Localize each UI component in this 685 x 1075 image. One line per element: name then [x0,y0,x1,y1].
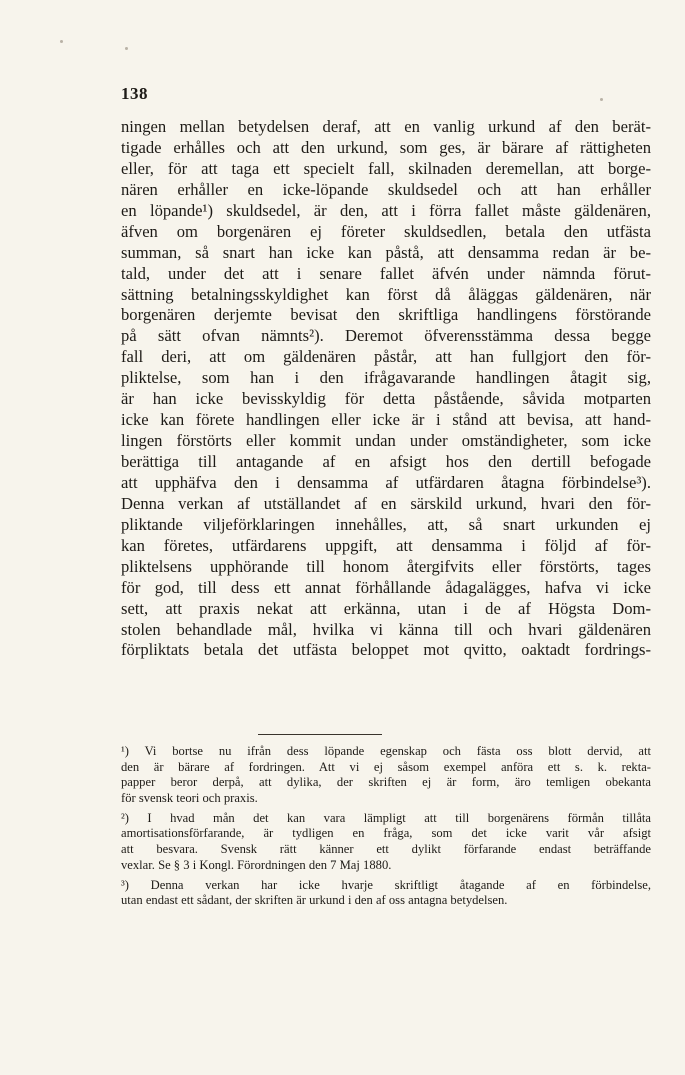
footnote-line: vexlar. Se § 3 i Kongl. Förordningen den 7 Maj 1880. [121,857,392,872]
main-text [121,117,651,661]
text-line: för god, till dess ett annat förhållande ådagalägges, hafva vi icke [121,577,651,597]
text-line: en löpande¹) skuldsedel, är den, att i förra fallet måste gäldenären, [121,200,651,220]
text-line: pliktelse, som han i den ifrågavarande handlingen åtagit sig, [121,368,651,388]
text-line: äfven om borgenären ej företer skuldsedlen, betala den utfästa [121,221,651,241]
paper-speck [125,47,128,50]
text-line: att upphäfva den i densamma af utfärdaren åtagna förbindelse³). [121,472,651,492]
paper-speck [60,40,63,43]
text-line: stolen behandlade mål, hvilka vi känna till och hvari gäldenären [121,619,651,639]
text-line: är han icke bevisskyldig för detta påstående, såvida motparten [121,389,651,409]
footnote-3 [121,878,651,909]
text-line: tald, under det att i senare fallet äfvén under nämnda förut- [121,263,651,283]
text-line: förpliktats betala det utfästa beloppet mot qvitto, oaktadt fordrings- [121,640,651,660]
footnotes [121,744,651,909]
footnote-line: den är bärare af fordringen. Att vi ej såsom exempel anföra ett s. k. rekta- [121,759,651,774]
text-line: kan företes, utfärdarens uppgift, att densamma i följd af för- [121,535,651,555]
page-number: 138 [121,84,148,103]
text-line: lingen förstörts eller kommit undan under omständigheter, som icke [121,431,651,451]
footnote-line: ¹) Vi bortse nu ifrån dess löpande egenskap och fästa oss blott dervid, att [121,744,651,758]
text-line: summan, så snart han icke kan påstå, att densamma redan är be- [121,242,651,262]
footnote-1 [121,744,651,807]
text-line: nären erhåller en icke-löpande skuldsedel och att han erhåller [121,179,651,199]
footnote-line: för svensk teori och praxis. [121,791,258,806]
footnote-line: papper beror derpå, att dylika, der skriften ej är form, äro temligen obekanta [121,775,651,790]
footnote-line: utan endast ett sådant, der skriften är urkund i den af oss antagna betydelsen. [121,893,508,908]
text-line: sättning betalningsskyldighet kan först då åläggas gäldenären, när [121,284,651,304]
text-line: fall deri, att om gäldenären påstår, att han fullgjort den för- [121,347,651,367]
text-line: på sätt ofvan nämnts²). Deremot öfverensstämma dessa begge [121,326,651,346]
text-line: icke kan förete handlingen eller icke är i stånd att bevisa, att hand- [121,410,651,430]
text-line: sett, att praxis nekat att erkänna, utan i de af Högsta Dom- [121,598,651,618]
text-line: eller, för att taga ett specielt fall, skilnaden deremellan, att borge- [121,158,651,178]
footnote-line: att besvara. Svensk rätt känner ett dylikt förfarande endast beträffande [121,842,651,857]
footnote-2 [121,811,651,874]
text-line: Denna verkan af utställandet af en särskild urkund, hvari den för- [121,493,651,513]
text-line: tigade erhålles och att den urkund, som ges, är bärare af rättigheten [121,137,651,157]
footnote-line: ²) I hvad mån det kan vara lämpligt att till borgenärens förmån tillåta [121,810,651,825]
footnote-line: amortisationsförfarande, är tydligen en fråga, som det icke varit vår afsigt [121,826,651,841]
footnote-separator [258,734,382,735]
footnote-line: ³) Denna verkan har icke hvarje skriftligt åtagande af en förbindelse, [121,877,651,892]
text-line: pliktelsens upphörande till honom återgifvits eller förstörts, tages [121,556,651,576]
paper-speck [600,98,603,101]
text-line: pliktande viljeförklaringen innehålles, att, så snart urkunden ej [121,514,651,534]
text-line: berättiga till antagande af en afsigt hos den dertill befogade [121,452,651,471]
text-line: ningen mellan betydelsen deraf, att en vanlig urkund af den berät- [121,117,651,136]
text-line: borgenären derjemte bevisat den skriftliga handlingens förstörande [121,305,651,325]
